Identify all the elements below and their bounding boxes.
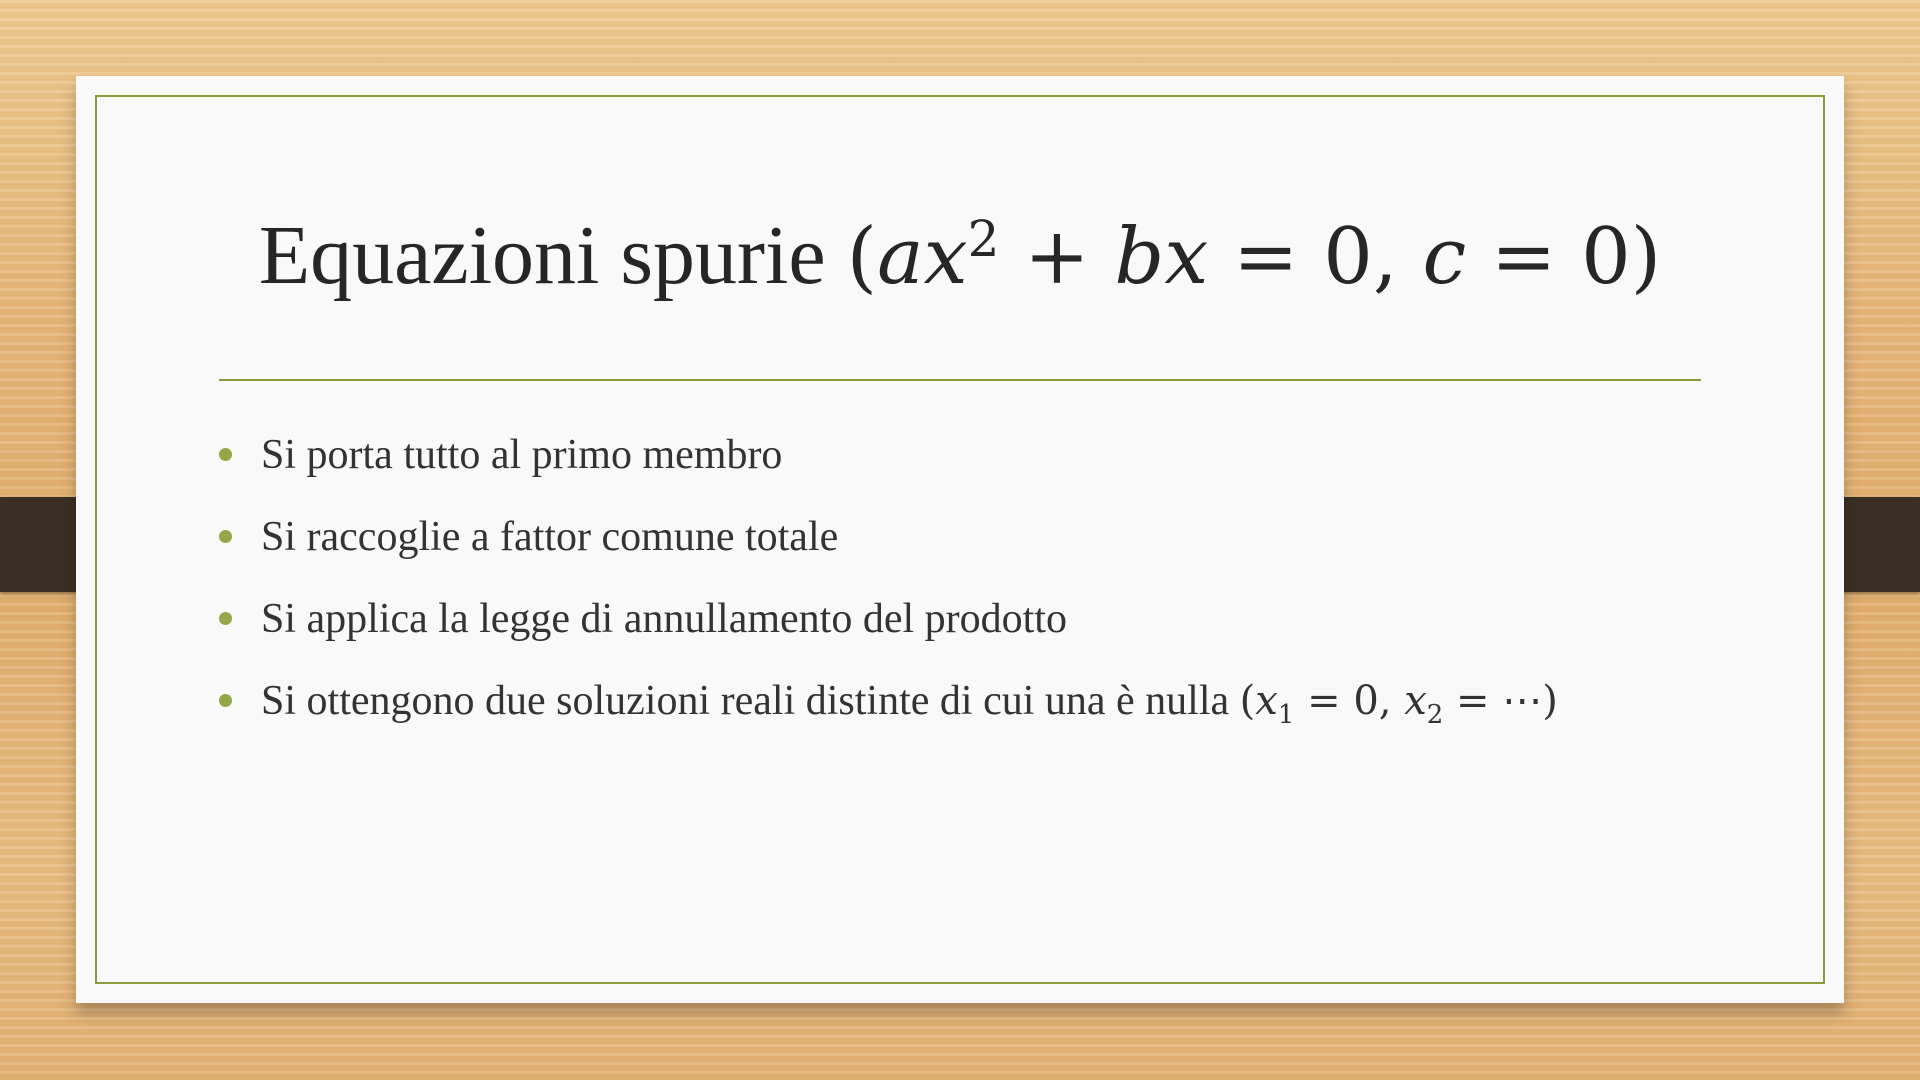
list-item [219, 496, 1769, 578]
bullet-icon [219, 694, 232, 707]
bullet-text: Si ottengono due soluzioni reali distinte di cui una è nulla [261, 678, 1230, 724]
solution-formula: ($x_1 = 0$, $x_2$ = ⋯) [1239, 678, 1558, 730]
title-formula: ($ax^2$ + bx = 0, c = 0) [846, 210, 1662, 302]
slide-title [76, 206, 1844, 307]
bullet-icon [219, 530, 232, 543]
title-text: Equazioni spurie [258, 209, 826, 302]
list-item [219, 414, 1769, 496]
bullet-list [219, 414, 1769, 742]
title-divider [219, 379, 1701, 381]
slide [76, 76, 1844, 1003]
bullet-text: Si porta tutto al primo membro [261, 432, 783, 478]
bullet-icon [219, 448, 232, 461]
bullet-text: Si applica la legge di annullamento del prodotto [261, 596, 1067, 642]
bullet-text: Si raccoglie a fattor comune totale [261, 514, 839, 560]
list-item [219, 660, 1769, 742]
bullet-icon [219, 612, 232, 625]
list-item [219, 578, 1769, 660]
